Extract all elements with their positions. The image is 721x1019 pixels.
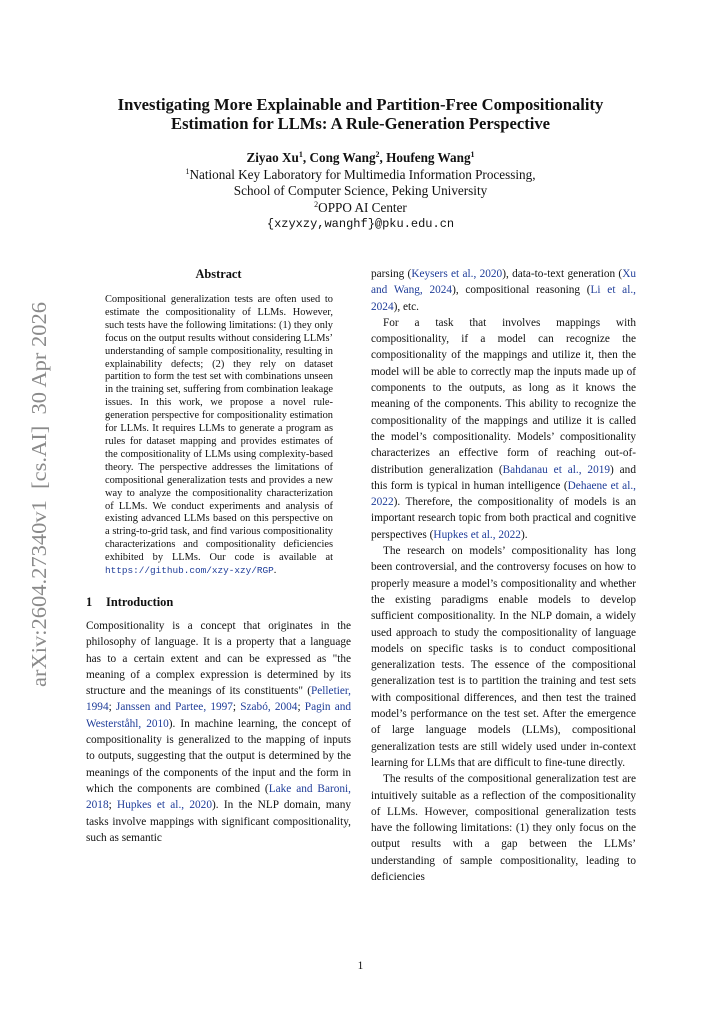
- citation-link[interactable]: Pagin and Westerståhl, 2010: [86, 701, 352, 730]
- text-run: ), data-to-text generation (: [502, 268, 623, 280]
- right-paragraph-4: The results of the compositional generalization test are intuitively suitable as a reflection of the compositionality of LLMs. However, compositional generalization tests have the following limitations: (1) they only focus on the output results with a gap between the LLMs’ understanding of sample compositionality, leading to deficiencies: [371, 773, 636, 883]
- abstract-body-text: Compositional generalization tests are often used to estimate the compositionality of LLMs. However, such tests have the following limitations: (1) they only focus on the output results without considering LLMs’ understanding of sample compositionality, resulting in explainability defects; (2) they rely on dataset partition to form the test set with combinations unseen in the training set, suffering from combination leakage issues. In this work, we propose a novel rule-generation perspective for compositionality estimation for LLMs. It requires LLMs to generate a program as rules for dataset mapping and provides estimates of the compositionality of LLMs using complexity-based theory. The perspective addresses the limitations of compositional generalization tests and provides a new way to analyze the compositionality characterization of LLMs. We conduct experiments and analysis of existing advanced LLMs based on this perspective on a string-to-grid task, and find various compositionality characterizations and compositionality deficiencies exhibited by LLMs. Our code is available at: [105, 294, 333, 564]
- citation-link[interactable]: Janssen and Partee, 1997: [115, 701, 233, 714]
- affiliation-1: [80, 167, 641, 200]
- author-3: , Houfeng Wang: [379, 150, 471, 165]
- text-run: ;: [108, 701, 116, 714]
- author-block: [80, 150, 641, 233]
- affiliation-1-mark: 1: [185, 166, 190, 176]
- affiliation-2-mark: 2: [314, 199, 319, 209]
- affiliation-1-line-1: National Key Laboratory for Multimedia Information Processing,: [189, 166, 536, 182]
- affiliation-2: [80, 200, 641, 217]
- author-2: , Cong Wang: [302, 150, 376, 165]
- page-number: 1: [357, 960, 364, 972]
- title-line-2: Estimation for LLMs: A Rule-Generation Perspective: [171, 114, 550, 133]
- right-paragraph-1: [371, 266, 636, 315]
- text-run: ;: [108, 799, 118, 812]
- citation-link[interactable]: Szabó, 2004: [240, 701, 298, 714]
- text-run: ), compositional reasoning (: [452, 284, 591, 297]
- section-title: Introduction: [106, 594, 174, 609]
- text-run: parsing (: [371, 268, 412, 280]
- arxiv-identifier: arXiv:2604.27340v1 [cs.AI] 30 Apr 2026: [27, 319, 51, 687]
- citation-link[interactable]: Li et al., 2024: [371, 284, 636, 313]
- author-names: [80, 150, 641, 167]
- text-run: Compositionality is a concept that originates in the philosophy of language. It is a property that a language has to a certain extent and can be expressed as "the meaning of a complex expression is determined by its structure and the meanings of its constituents" (: [86, 619, 351, 698]
- text-run: ).: [520, 528, 528, 541]
- author-email: {xzyxzy,wanghf}@pku.edu.cn: [266, 217, 455, 231]
- author-1: Ziyao Xu: [246, 150, 299, 165]
- paper-title: [80, 95, 641, 133]
- text-run: ), etc.: [393, 300, 419, 313]
- text-run: ). In the NLP domain, many tasks involve mappings with significant compositionality, such as semantic: [86, 799, 351, 844]
- text-run: ). In machine learning, the concept of compositionality is generalized to the mapping of inputs to outputs, suggesting that the output is determined by the meanings of the components of the input and the form in which the components are combined (: [86, 717, 351, 795]
- author-1-affil-mark: 1: [298, 150, 303, 159]
- text-run: ). Therefore, the compositionality of models is an important research topic from both practical and cognitive perspectives (: [371, 496, 636, 541]
- left-column: [86, 266, 351, 846]
- right-paragraph-2: [371, 315, 636, 543]
- title-line-1: Investigating More Explainable and Partition-Free Compositionality: [117, 95, 604, 114]
- citation-link[interactable]: Pelletier, 1994: [86, 685, 351, 714]
- affiliation-1-line-2: School of Computer Science, Peking University: [233, 183, 488, 198]
- arxiv-side-stamp: [17, 300, 57, 690]
- text-run: ) and this form is typical in human intelligence (: [371, 463, 636, 492]
- text-run: For a task that involves mappings with compositionality, if a model can recognize the compositionality of the mappings and utilize it, then the model will be able to correctly map the inputs made up of components to the outputs, as long as it knows the meaning of the components. This ability to recognize the compositionality of the mappings and utilize it is called the model’s compositionality. Models’ compositionality characterizes an effective form of reaching out-of-distribution generalization (: [371, 316, 636, 476]
- right-column: [371, 266, 636, 885]
- text-run: ;: [232, 701, 241, 714]
- citation-link[interactable]: Hupkes et al., 2020: [117, 799, 212, 812]
- text-run: ;: [297, 701, 305, 714]
- code-link[interactable]: https://github.com/xzy-xzy/RGP: [105, 565, 274, 577]
- right-paragraph-3: The research on models’ compositionality has long been controversial, and the controversy focuses on how to properly measure a model’s compositionality and whether the existing paradigms enable models to develop sufficient compositionality. In the NLP domain, a widely used approach to study the compositionality of language models on specific tasks is to conduct compositional generalization tests. The essence of the compositional generalization test is to partition the training and test sets with compositional differences, and then test the trained model’s performance on the test set. After the emergence of large language models (LLMs), compositional generalization tests are still widely used under in-context learning for LLMs that are difficult to fine-tune directly.: [371, 545, 636, 769]
- author-3-affil-mark: 1: [470, 150, 475, 159]
- citation-link[interactable]: Bahdanau et al., 2019: [502, 463, 611, 476]
- citation-link[interactable]: Dehaene et al., 2022: [371, 479, 636, 509]
- citation-link[interactable]: Xu and Wang, 2024: [371, 268, 637, 297]
- abstract-text: [105, 294, 333, 578]
- citation-link[interactable]: Keysers et al., 2020: [411, 268, 503, 280]
- affiliation-2-line-1: OPPO AI Center: [318, 199, 407, 215]
- section-heading-introduction: [86, 594, 351, 610]
- author-2-affil-mark: 2: [375, 150, 380, 159]
- section-number: 1: [86, 594, 93, 609]
- citation-link[interactable]: Lake and Baroni, 2018: [86, 782, 351, 812]
- citation-link[interactable]: Hupkes et al., 2022: [433, 528, 521, 541]
- intro-paragraph-1: [86, 618, 351, 846]
- abstract-heading: Abstract: [195, 267, 242, 281]
- abstract-end: .: [273, 565, 277, 577]
